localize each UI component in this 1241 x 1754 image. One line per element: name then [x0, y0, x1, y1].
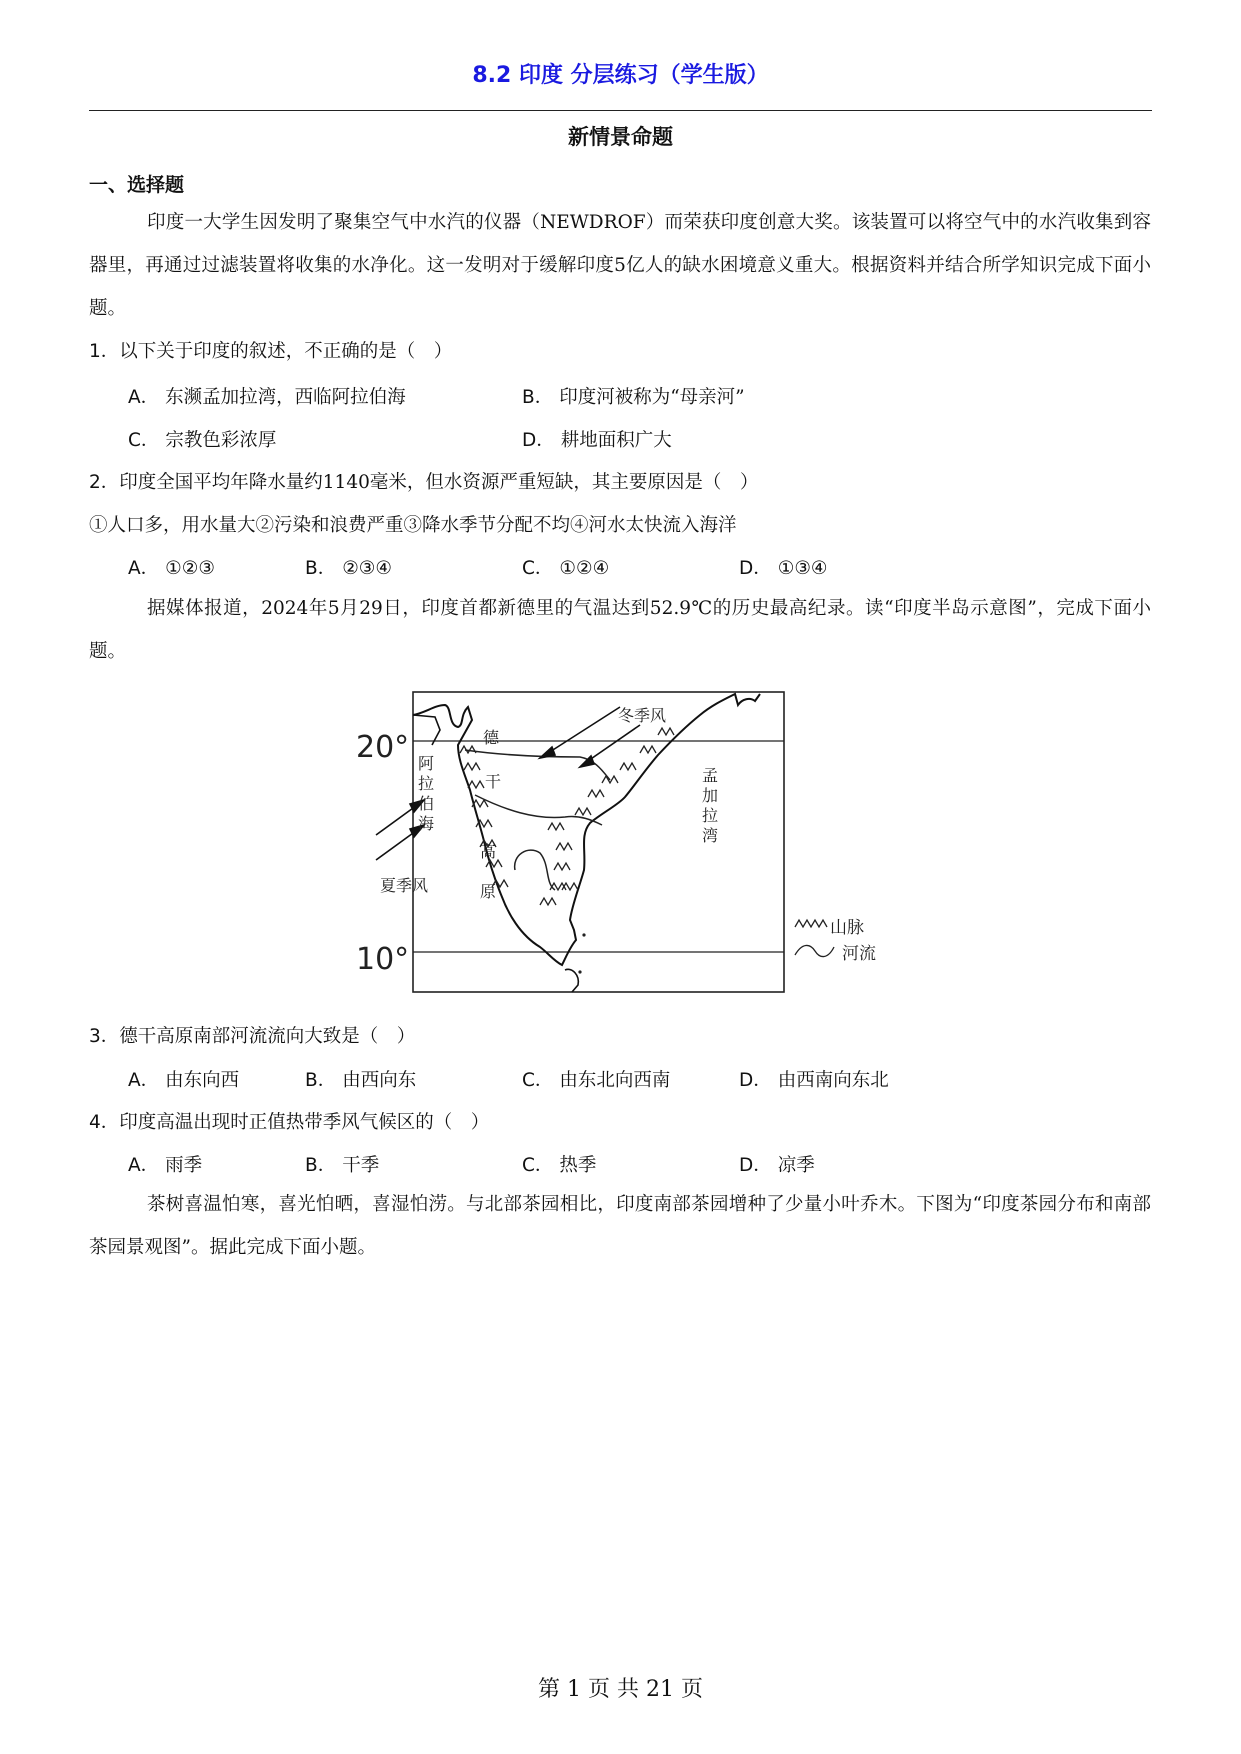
- bay-of-bengal-label-3: 拉: [702, 806, 719, 825]
- deccan-label-4: 原: [480, 882, 497, 901]
- q2-option-d[interactable]: D． ①③④: [739, 558, 828, 579]
- lat-20-label: 20°: [356, 730, 410, 765]
- map-dot: [582, 933, 585, 936]
- question-2: [89, 468, 758, 494]
- q4-option-a[interactable]: A． 雨季: [128, 1155, 203, 1176]
- river-middle: [475, 795, 602, 825]
- island: [565, 969, 578, 992]
- deccan-label-1: 德: [483, 728, 500, 747]
- page-title: 8.2 印度 分层练习（学生版）: [472, 63, 769, 88]
- q1-option-a[interactable]: A． 东濒孟加拉湾，西临阿拉伯海: [128, 387, 406, 408]
- q1-option-d[interactable]: D． 耕地面积广大: [522, 430, 672, 451]
- question-text: 德干高原南部河流流向大致是（ ）: [119, 1026, 416, 1047]
- winter-monsoon-label: 冬季风: [618, 706, 667, 725]
- arabian-sea-label-1: 阿: [418, 754, 435, 773]
- deccan-label-3: 高: [480, 842, 497, 861]
- question-4: [89, 1108, 489, 1134]
- passage-2: 据媒体报道，2024年5月29日，印度首都新德里的气温达到52.9℃的历史最高纪录。读“印度半岛示意图”，完成下面小题。: [89, 598, 1151, 662]
- summer-monsoon-arrows: [376, 800, 424, 860]
- india-peninsula-map: [340, 685, 900, 1000]
- q1-option-b[interactable]: B． 印度河被称为“母亲河”: [522, 387, 745, 408]
- arabian-sea-label-2: 拉: [418, 774, 435, 793]
- summer-monsoon-label: 夏季风: [380, 876, 429, 895]
- question-text: 印度高温出现时正值热带季风气候区的（ ）: [119, 1112, 490, 1133]
- q3-option-b[interactable]: B． 由西向东: [305, 1070, 417, 1091]
- map-frame: [413, 692, 784, 992]
- q2-option-a[interactable]: A． ①②③: [128, 558, 215, 579]
- q2-statements: ①人口多，用水量大②污染和浪费严重③降水季节分配不均④河水太快流入海洋: [89, 515, 737, 536]
- q3-option-d[interactable]: D． 由西南向东北: [739, 1070, 889, 1091]
- question-3: [89, 1022, 415, 1048]
- river-south: [515, 850, 555, 890]
- bay-of-bengal-label-2: 加: [702, 786, 719, 805]
- legend-river-icon: [795, 945, 834, 956]
- q4-option-b[interactable]: B． 干季: [305, 1155, 380, 1176]
- legend-river-label: 河流: [842, 944, 876, 964]
- q4-option-c[interactable]: C． 热季: [522, 1155, 597, 1176]
- map-dot: [578, 970, 581, 973]
- deccan-label-2: 干: [485, 772, 502, 791]
- legend-mountain-icon: [795, 920, 827, 927]
- question-text: 印度全国平均年降水量约1140毫米，但水资源严重短缺，其主要原因是（ ）: [119, 472, 759, 493]
- page-subtitle: 新情景命题: [568, 125, 673, 149]
- question-text: 以下关于印度的叙述，不正确的是（ ）: [119, 341, 453, 362]
- lat-10-label: 10°: [356, 942, 410, 977]
- q4-option-d[interactable]: D． 凉季: [739, 1155, 815, 1176]
- question-number: 2．: [89, 472, 120, 493]
- bay-of-bengal-label-4: 湾: [702, 826, 719, 845]
- q2-option-b[interactable]: B． ②③④: [305, 558, 392, 579]
- q3-option-a[interactable]: A． 由东向西: [128, 1070, 240, 1091]
- bay-of-bengal-label-1: 孟: [702, 766, 719, 785]
- passage-1: 印度一大学生因发明了聚集空气中水汽的仪器（NEWDROF）而荣获印度创意大奖。该装置可以将空气中的水汽收集到容器里，再通过过滤装置将收集的水净化。这一发明对于缓解印度5亿人的缺水困境意义重大。根据资料并结合所学知识完成下面小题。: [89, 212, 1151, 319]
- question-number: 4．: [89, 1112, 120, 1133]
- question-number: 1．: [89, 341, 120, 362]
- section-heading: 一、选择题: [89, 174, 185, 196]
- page-footer: 第 1 页 共 21 页: [538, 1677, 703, 1702]
- question-number: 3．: [89, 1026, 120, 1047]
- q1-option-c[interactable]: C． 宗教色彩浓厚: [128, 430, 277, 451]
- q2-option-c[interactable]: C． ①②④: [522, 558, 610, 579]
- q3-option-c[interactable]: C． 由东北向西南: [522, 1070, 671, 1091]
- arabian-sea-label-4: 海: [418, 814, 435, 833]
- arabian-sea-label-3: 伯: [418, 794, 435, 813]
- question-1: [89, 337, 452, 363]
- passage-3: 茶树喜温怕寒，喜光怕晒，喜湿怕涝。与北部茶园相比，印度南部茶园增种了少量小叶乔木。下图为“印度茶园分布和南部茶园景观图”。据此完成下面小题。: [89, 1194, 1151, 1258]
- legend-mountain-label: 山脉: [830, 918, 864, 938]
- header-divider: [89, 110, 1152, 111]
